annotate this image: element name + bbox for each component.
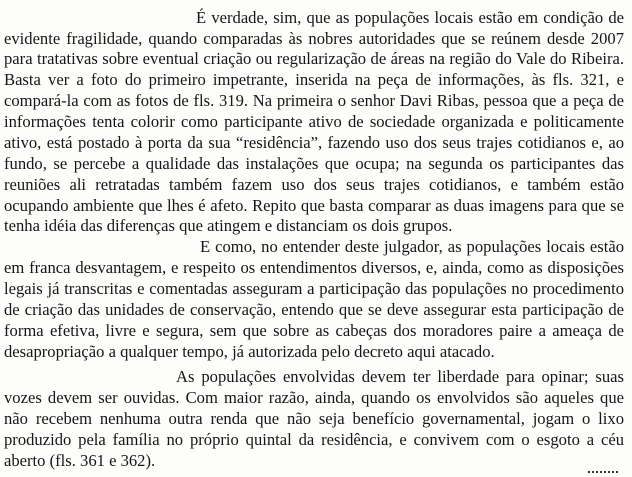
paragraph-3-line-1: As populações envolvidas devem ter liberdade para opinar; suas — [176, 367, 624, 386]
paragraph-3-line-4: produzido pela família no próprio quintal da residência, e convivem com o esgoto a céu — [4, 430, 624, 449]
paragraph-1-line-8: fundo, se percebe a qualidade das instalações que ocupa; na segunda os participantes das — [4, 154, 624, 173]
paragraph-3-line-3: não recebem nenhuma outra renda que não seja benefício governamental, jogam o lixo — [4, 409, 624, 428]
paragraph-1-line-6: informações tenta colorir como participante ativo de sociedade organizada e politicamente — [4, 112, 624, 131]
paragraph-2-line-6: desapropriação a qualquer tempo, já autorizada pelo decreto aqui atacado. — [4, 342, 495, 361]
paragraph-3-line-2: vozes devem ser ouvidas. Com maior razão, ainda, quando os envolvidos são aqueles que — [4, 388, 624, 407]
paragraph-1-line-3: para tratativas sobre eventual criação ou regularização de áreas na região do Vale do Ribeira. — [4, 49, 624, 68]
paragraph-1-line-9: reuniões ali retratadas também fazem uso dos seus trajes cotidianos, e também estão — [4, 175, 624, 194]
paragraph-2-line-2: em franca desvantagem, e respeito os entendimentos diversos, e, ainda, como as disposições — [4, 258, 624, 277]
paragraph-1-line-1: É verdade, sim, que as populações locais estão em condição de — [196, 8, 624, 27]
page-edge-marks — [588, 471, 618, 477]
paragraph-2-line-5: forma efetiva, livre e segura, sem que sobre as cabeças dos moradores paire a ameaça de — [4, 321, 624, 340]
paragraph-1-line-7: ativo, está postado à porta da sua “residência”, fazendo uso dos seus trajes cotidianos e, ao — [4, 133, 624, 152]
paragraph-1-line-2: evidente fragilidade, quando comparadas às nobres autoridades que se reúnem desde 2007 — [4, 29, 624, 48]
paragraph-3-line-5: aberto (fls. 361 e 362). — [4, 451, 156, 470]
paragraph-2-line-3: legais já transcritas e comentadas asseguram a participação das populações no procedimento — [4, 279, 624, 298]
paragraph-1-line-5: compará-la com as fotos de fls. 319. Na primeira o senhor Davi Ribas, pessoa que a peça de — [4, 91, 624, 110]
paragraph-1-line-10: ocupando ambiente que lhes é afeto. Repito que basta comparar as duas imagens para que se — [4, 196, 624, 215]
paragraph-1-line-4: Basta ver a foto do primeiro impetrante, inserida na peça de informações, às fls. 321, e — [4, 70, 624, 89]
paragraph-2-line-4: de criação das unidades de conservação, entendo que se deve assegurar esta participação de — [4, 300, 624, 319]
paragraph-2-line-1: E como, no entender deste julgador, as populações locais estão — [200, 237, 624, 256]
paragraph-1-line-11: tenha idéia das diferenças que atingem e distanciam os dois grupos. — [4, 216, 453, 235]
